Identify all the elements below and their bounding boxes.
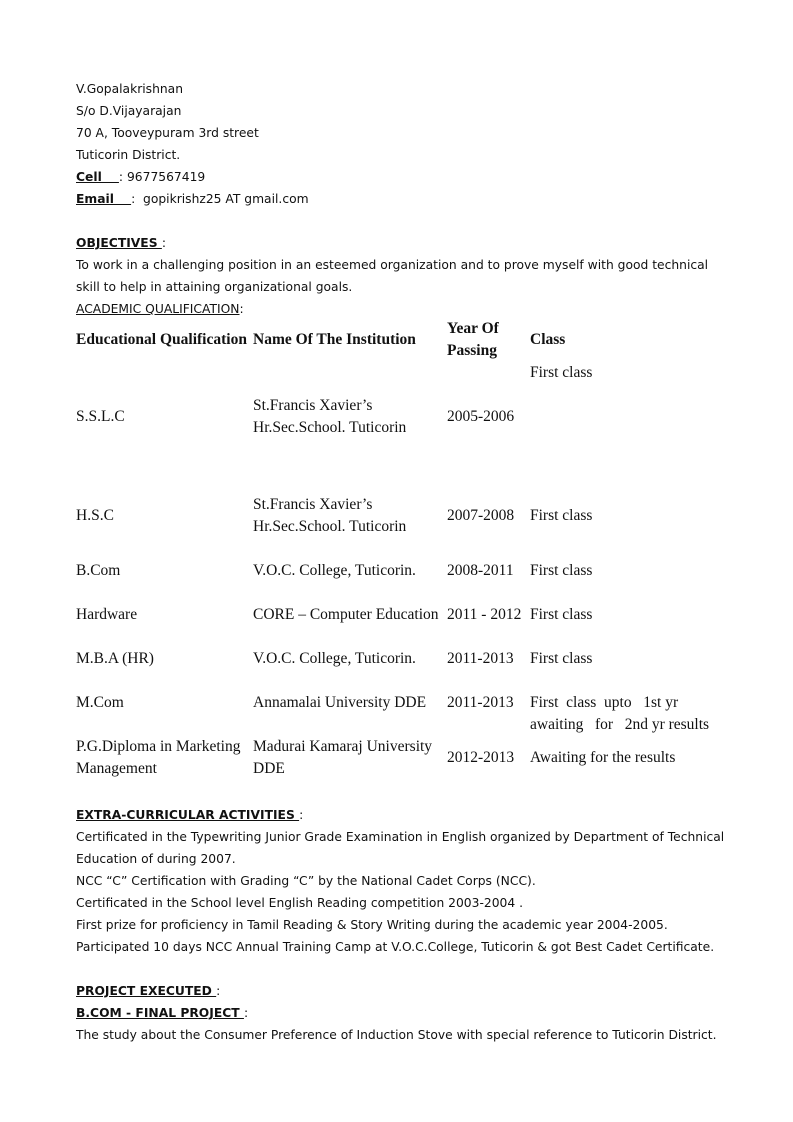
- row-bcom-qualification: B.Com: [76, 562, 121, 579]
- academic-heading: ACADEMIC QUALIFICATION: [76, 302, 240, 316]
- contact-address: 70 A, Tooveypuram 3rd street: [76, 126, 259, 140]
- row-mcom-year: 2011-2013: [447, 694, 514, 711]
- class-line: awaiting for 2nd yr results: [530, 716, 710, 733]
- row-mcom-class: [530, 692, 709, 736]
- objectives-text-line: To work in a challenging position in an esteemed organization and to prove myself with good technical: [76, 258, 709, 272]
- institution-line: Hr.Sec.School. Tuticorin: [253, 518, 407, 535]
- row-sslc-institution: [253, 395, 406, 439]
- objectives-section: [76, 232, 708, 320]
- row-mba-class: First class: [530, 650, 593, 667]
- project-subheading-line: [76, 1002, 717, 1024]
- header-year-line: Year Of: [447, 320, 499, 337]
- row-pgd-qualification: P.G.Diploma in Marketing Management: [76, 738, 241, 777]
- contact-email: [76, 188, 309, 210]
- extra-line: Education of during 2007.: [76, 852, 236, 866]
- email-value: : gopikrishz25 AT gmail.com: [131, 192, 309, 206]
- row-mcom-qualification: M.Com: [76, 694, 124, 711]
- objectives-text-line: skill to help in attaining organizational goals.: [76, 280, 353, 294]
- row-mcom-institution: Annamalai University DDE: [253, 694, 427, 711]
- project-heading: PROJECT EXECUTED: [76, 984, 217, 998]
- extra-heading: EXTRA-CURRICULAR ACTIVITIES: [76, 808, 300, 822]
- objectives-heading: OBJECTIVES: [76, 236, 162, 250]
- class-line: First class upto 1st yr: [530, 694, 679, 711]
- cell-value: : 9677567419: [118, 170, 206, 184]
- contact-parent: S/o D.Vijayarajan: [76, 104, 182, 118]
- header-class: Class: [530, 331, 566, 348]
- contact-name: V.Gopalakrishnan: [76, 82, 183, 96]
- institution-line: Madurai Kamaraj University: [253, 738, 433, 755]
- extra-heading-line: [76, 804, 724, 826]
- row-mba-year: 2011-2013: [447, 650, 514, 667]
- extra-line: NCC “C” Certification with Grading “C” by the National Cadet Corps (NCC).: [76, 874, 536, 888]
- header-institution: Name Of The Institution: [253, 331, 416, 348]
- row-hardware-institution: CORE – Computer Education: [253, 606, 439, 623]
- objectives-colon: :: [161, 236, 167, 250]
- project-section: [76, 980, 717, 1046]
- institution-line: Hr.Sec.School. Tuticorin: [253, 419, 407, 436]
- row-pgd-institution: [253, 736, 432, 780]
- row-hsc-class: First class: [530, 507, 593, 524]
- contact-district: Tuticorin District.: [76, 148, 181, 162]
- row-hardware-class: First class: [530, 606, 593, 623]
- project-text: The study about the Consumer Preference of Induction Stove with special reference to Tuticorin District.: [76, 1028, 717, 1042]
- row-hsc-institution: [253, 494, 406, 538]
- row-sslc-class: First class: [530, 364, 593, 381]
- row-sslc-year: 2005-2006: [447, 408, 515, 425]
- project-colon: :: [216, 984, 221, 998]
- extra-line: Certificated in the School level English Reading competition 2003-2004 .: [76, 896, 523, 910]
- project-heading-line: [76, 980, 717, 1002]
- academic-heading-line: [76, 298, 708, 320]
- email-label: Email: [76, 192, 132, 206]
- header-qualification: Educational Qualification: [76, 331, 247, 348]
- institution-line: St.Francis Xavier’s: [253, 496, 373, 513]
- row-bcom-class: First class: [530, 562, 593, 579]
- row-sslc-qualification: S.S.L.C: [76, 408, 125, 425]
- cell-label: Cell: [76, 170, 119, 184]
- project-sub-colon: :: [243, 1006, 249, 1020]
- header-year: [447, 318, 499, 362]
- extra-colon: :: [299, 808, 304, 822]
- row-pgd-class: Awaiting for the results: [530, 749, 676, 766]
- objectives-heading-line: [76, 232, 708, 254]
- extra-line: Participated 10 days NCC Annual Training Camp at V.O.C.College, Tuticorin & got Best Cadet Certificate.: [76, 940, 715, 954]
- header-year-line: Passing: [447, 342, 497, 359]
- row-hardware-year: 2011 - 2012: [447, 606, 522, 623]
- extra-section: [76, 804, 724, 958]
- project-subheading: B.COM - FINAL PROJECT: [76, 1006, 244, 1020]
- row-bcom-institution: V.O.C. College, Tuticorin.: [253, 562, 416, 579]
- row-pgd-year: 2012-2013: [447, 749, 515, 766]
- row-hsc-qualification: H.S.C: [76, 507, 114, 524]
- row-hsc-year: 2007-2008: [447, 507, 515, 524]
- institution-line: DDE: [253, 760, 285, 777]
- extra-line: Certificated in the Typewriting Junior Grade Examination in English organized by Department of Technical: [76, 830, 725, 844]
- row-bcom-year: 2008-2011: [447, 562, 514, 579]
- institution-line: St.Francis Xavier’s: [253, 397, 373, 414]
- academic-colon: :: [239, 302, 244, 316]
- row-mba-institution: V.O.C. College, Tuticorin.: [253, 650, 416, 667]
- contact-cell: [76, 166, 309, 188]
- row-mba-qualification: M.B.A (HR): [76, 650, 154, 667]
- row-hardware-qualification: Hardware: [76, 606, 138, 623]
- extra-line: First prize for proficiency in Tamil Reading & Story Writing during the academic year 2004-2005.: [76, 918, 668, 932]
- contact-block: [76, 78, 309, 210]
